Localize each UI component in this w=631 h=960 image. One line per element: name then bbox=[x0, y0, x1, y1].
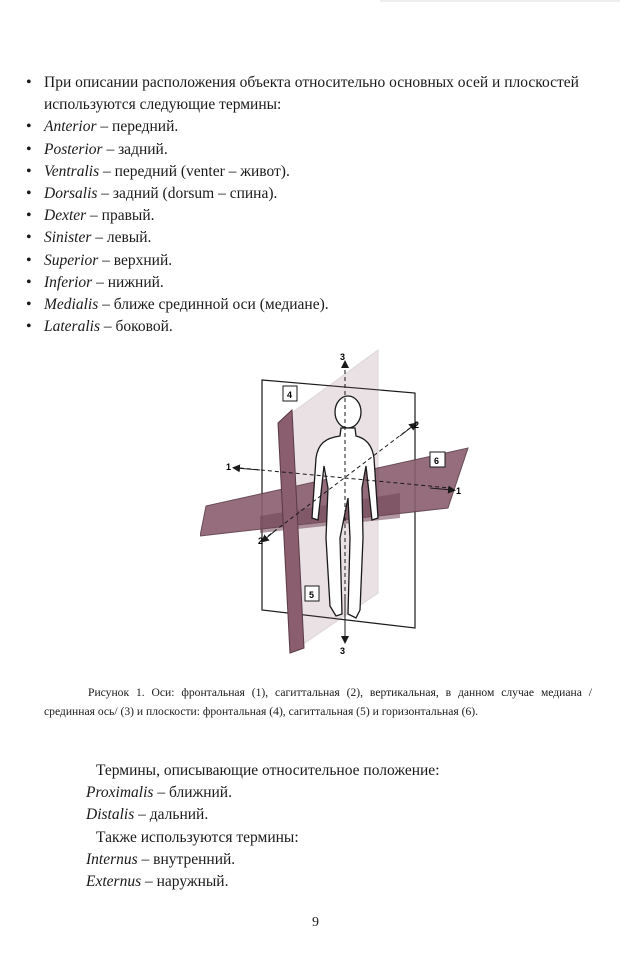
plane-label: 5 bbox=[309, 590, 315, 600]
intro-item bbox=[24, 72, 614, 116]
term-definition: верхний. bbox=[113, 251, 173, 269]
sagittal-axis-arrow-top bbox=[400, 425, 414, 436]
figure-caption: Рисунок 1. Оси: фронтальная (1), сагиттальная (2), вертикальная, в данном случае медиана /срединная ось/ (3) и плоскости: фронтальная (4), сагиттальная (5) и горизонтальная (6). bbox=[44, 686, 592, 718]
relative-terms-section bbox=[86, 760, 586, 893]
term-latin: Distalis bbox=[86, 806, 135, 824]
term-definition: боковой. bbox=[115, 318, 173, 336]
scan-edge-artifact bbox=[380, 0, 620, 2]
term-definition: ближе срединной оси (медиане). bbox=[113, 296, 329, 314]
term-latin: Medialis bbox=[44, 296, 99, 314]
page-number: 9 bbox=[312, 915, 319, 930]
axis-label: 2 bbox=[414, 420, 420, 430]
term-definition: задний. bbox=[118, 140, 168, 158]
term-latin: Proximalis bbox=[86, 784, 154, 802]
terms-list bbox=[24, 72, 614, 338]
term-definition: левый. bbox=[106, 229, 152, 247]
term-item: • Sinister – левый. bbox=[24, 227, 614, 249]
term-latin: Dorsalis bbox=[44, 185, 98, 203]
term-item: • Dexter – правый. bbox=[24, 205, 614, 227]
term-definition: правый. bbox=[101, 207, 155, 225]
axis-label: 2 bbox=[258, 536, 264, 546]
relative-term: Externus – наружный. bbox=[86, 873, 229, 891]
axis-label: 3 bbox=[340, 646, 346, 656]
term-latin: Internus bbox=[86, 850, 138, 868]
intro-text: При описании расположения объекта относительно основных осей и плоскостей используются следующие термины: bbox=[44, 74, 579, 114]
body-axes-planes-figure bbox=[200, 348, 480, 658]
term-item: • Dorsalis – задний (dorsum – спина). bbox=[24, 183, 614, 205]
axis-label: 1 bbox=[226, 462, 232, 472]
term-item: • Anterior – передний. bbox=[24, 116, 614, 138]
term-latin: Externus bbox=[86, 873, 142, 891]
term-item: • Posterior – задний. bbox=[24, 139, 614, 161]
term-definition: задний (dorsum – спина). bbox=[112, 185, 278, 203]
term-item: • Lateralis – боковой. bbox=[24, 316, 614, 338]
relative-term: Internus – внутренний. bbox=[86, 850, 236, 868]
relative-term: Proximalis – ближний. bbox=[86, 784, 232, 802]
relative-heading: Термины, описывающие относительное положение: bbox=[96, 762, 440, 779]
relative-heading-2: Также используются термины: bbox=[96, 828, 299, 846]
term-latin: Posterior bbox=[44, 140, 103, 158]
axis-label: 3 bbox=[340, 352, 346, 362]
term-item: • Ventralis – передний (venter – живот). bbox=[24, 161, 614, 183]
term-definition: нижний. bbox=[107, 273, 164, 291]
term-definition: передний (venter – живот). bbox=[114, 162, 290, 180]
term-definition: передний. bbox=[112, 118, 179, 136]
term-latin: Anterior bbox=[44, 118, 97, 136]
term-item: • Inferior – нижний. bbox=[24, 272, 614, 294]
term-latin: Superior bbox=[44, 251, 99, 269]
term-definition: внутренний. bbox=[153, 850, 236, 868]
term-item: • Medialis – ближе срединной оси (медиане). bbox=[24, 294, 614, 316]
term-definition: ближний. bbox=[168, 784, 232, 802]
term-definition: наружный. bbox=[156, 873, 229, 891]
plane-label: 6 bbox=[434, 456, 440, 466]
term-latin: Dexter bbox=[44, 207, 87, 225]
plane-label: 4 bbox=[287, 390, 293, 400]
relative-term: Distalis – дальний. bbox=[86, 806, 209, 824]
term-latin: Sinister bbox=[44, 229, 92, 247]
term-latin: Inferior bbox=[44, 273, 93, 291]
term-latin: Lateralis bbox=[44, 318, 100, 336]
term-item: • Superior – верхний. bbox=[24, 250, 614, 272]
axis-label: 1 bbox=[456, 486, 462, 496]
term-latin: Ventralis bbox=[44, 162, 100, 180]
term-definition: дальний. bbox=[149, 806, 209, 824]
